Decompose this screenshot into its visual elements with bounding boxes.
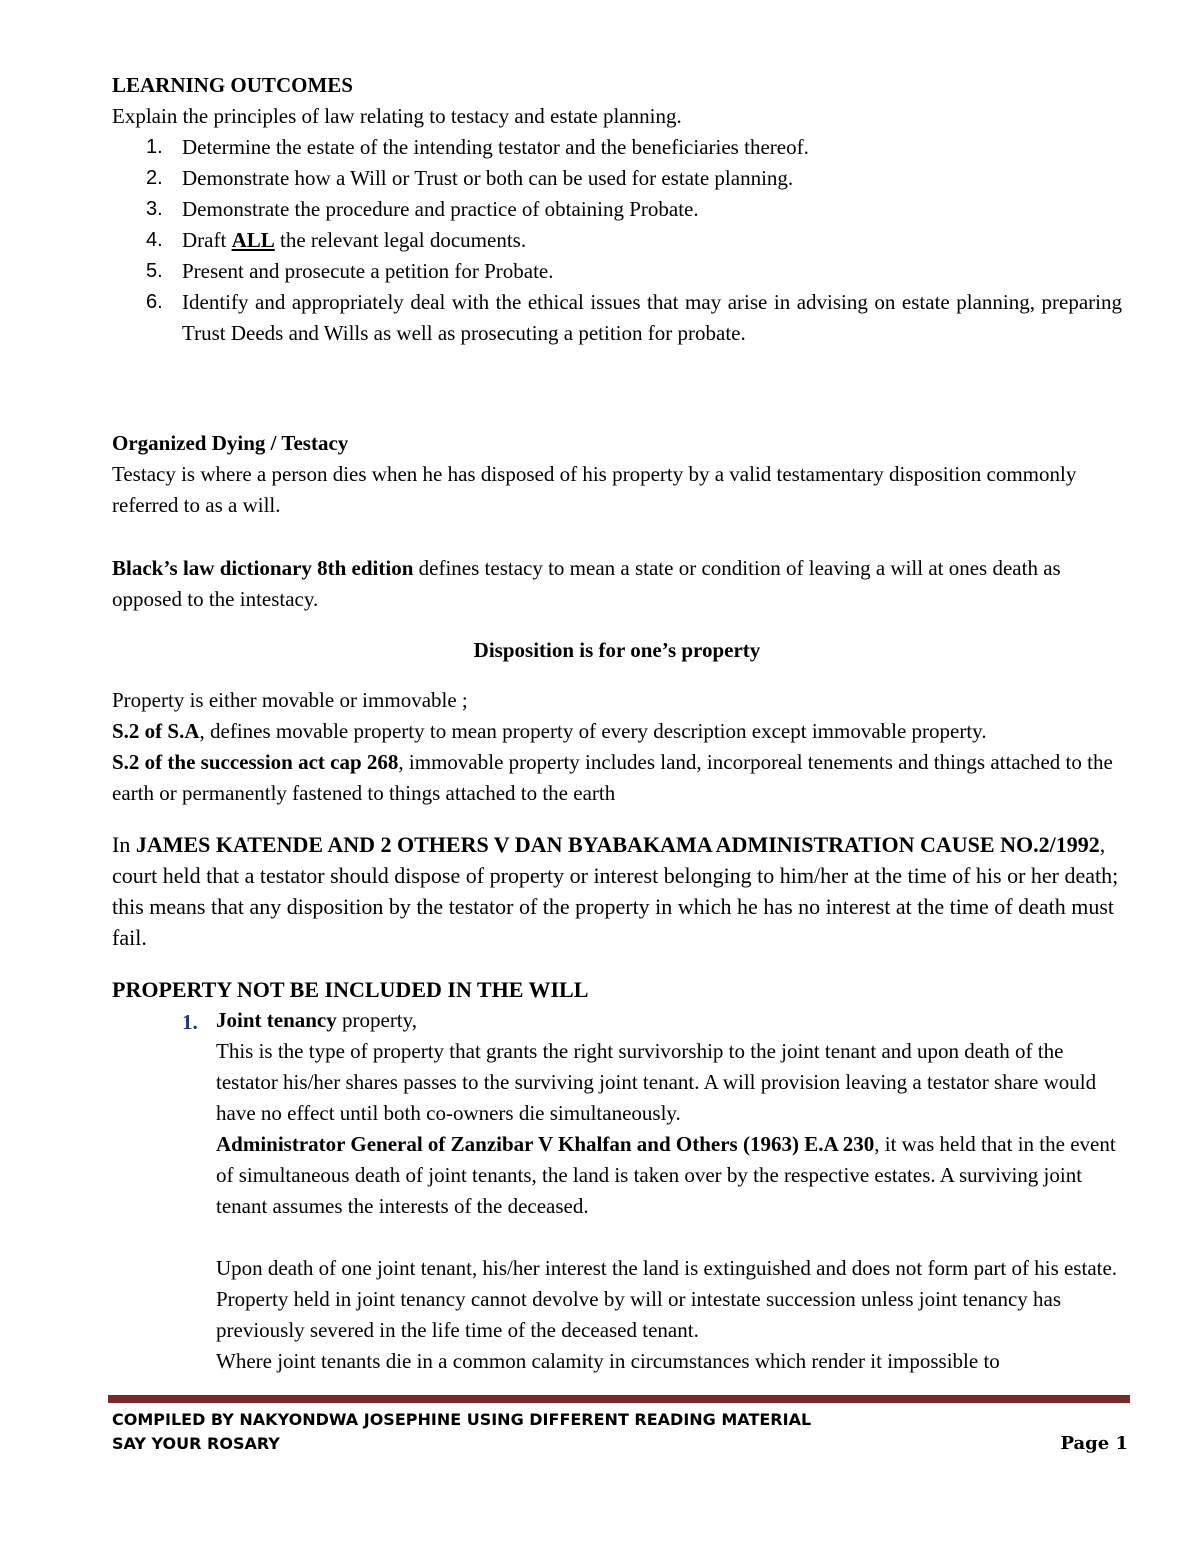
list-text: Present and prosecute a petition for Probate. xyxy=(182,259,554,283)
disposition-heading: Disposition is for one’s property xyxy=(473,638,761,662)
zanzibar-case-citation: Administrator General of Zanzibar V Khalfan and Others (1963) E.A 230 xyxy=(216,1132,875,1156)
joint-tenancy-section xyxy=(216,1005,1124,1222)
blacks-text: defines testacy to mean a state or condition of leaving a will at ones death as opposed to the intestacy. xyxy=(112,556,1061,611)
learning-outcomes-list xyxy=(112,132,1122,349)
learning-outcomes-intro: Explain the principles of law relating to testacy and estate planning. xyxy=(112,104,682,128)
case-citation: JAMES KATENDE AND 2 OTHERS V DAN BYABAKAMA ADMINISTRATION CAUSE NO.2/1992 xyxy=(135,832,1100,857)
testacy-heading: Organized Dying / Testacy xyxy=(112,431,349,455)
joint-tenancy-para2: Upon death of one joint tenant, his/her interest the land is extinguished and does not form part of his estate. Property held in joint tenancy cannot devolve by will or intestate succession unless joint tenancy has previously severed in the life time of the deceased tenant. xyxy=(216,1256,1118,1342)
list-item xyxy=(112,256,1122,287)
joint-tenancy-suffix: property, xyxy=(336,1008,418,1032)
zanzibar-case-text: , it was held that in the event of simultaneous death of joint tenants, the land is taken over by the respective estates. A surviving joint tenant assumes the interests of the deceased. xyxy=(216,1132,1116,1218)
list-text: Demonstrate how a Will or Trust or both can be used for estate planning. xyxy=(182,166,794,190)
excluded-heading: PROPERTY NOT BE INCLUDED IN THE WILL xyxy=(112,977,589,1002)
learning-outcomes-heading: LEARNING OUTCOMES xyxy=(112,73,353,97)
testacy-definition: Testacy is where a person dies when he has disposed of his property by a valid testamentary disposition commonly referred to as a will. xyxy=(112,462,1077,517)
excluded-heading-wrap xyxy=(112,974,1122,1005)
s2-text: , defines movable property to mean property of every description except immovable property. xyxy=(199,719,987,743)
list-item xyxy=(112,163,1122,194)
blacks-citation: Black’s law dictionary 8th edition xyxy=(112,556,414,580)
s2b-text: , immovable property includes land, incorporeal tenements and things attached to the earth or permanently fastened to things attached to the earth xyxy=(112,750,1113,805)
list-text-pre: Draft xyxy=(182,228,232,252)
joint-tenancy-title: Joint tenancy xyxy=(216,1008,337,1032)
page-number: Page 1 xyxy=(1060,1433,1128,1454)
excluded-item-number: 1. xyxy=(182,1010,198,1034)
case-text: , court held that a testator should dispose of property or interest belonging to him/her at the time of his or her death; this means that any disposition by the testator of the property in which he has no interest at the time of death must fail. xyxy=(112,832,1119,950)
katende-case xyxy=(112,829,1122,953)
footer-rule xyxy=(108,1395,1130,1403)
property-section xyxy=(112,685,1122,809)
joint-tenancy-more xyxy=(216,1253,1124,1377)
blacks-definition xyxy=(112,553,1122,615)
property-intro: Property is either movable or immovable ; xyxy=(112,688,468,712)
list-number: 5. xyxy=(146,260,163,282)
list-item xyxy=(112,132,1122,163)
s2-citation: S.2 of S.A xyxy=(112,719,200,743)
list-item xyxy=(112,225,1122,256)
list-number: 4. xyxy=(146,229,163,251)
joint-tenancy-para1: This is the type of property that grants the right survivorship to the joint tenant and upon death of the testator his/her shares passes to the surviving joint tenant. A will provision leaving a testator share would have no effect until both co-owners die simultaneously. xyxy=(216,1039,1097,1125)
footer-line2: SAY YOUR ROSARY xyxy=(112,1434,280,1453)
testacy-section xyxy=(112,428,1122,521)
list-number: 6. xyxy=(146,291,163,313)
s2b-citation: S.2 of the succession act cap 268 xyxy=(112,750,399,774)
page-footer xyxy=(112,1408,1128,1456)
list-text: Identify and appropriately deal with the ethical issues that may arise in advising on estate planning, preparing Trust Deeds and Wills as well as prosecuting a petition for probate. xyxy=(182,290,1122,345)
list-number: 1. xyxy=(146,136,163,158)
joint-tenancy-para3: Where joint tenants die in a common calamity in circumstances which render it impossible to xyxy=(216,1349,1000,1373)
list-text: Demonstrate the procedure and practice of obtaining Probate. xyxy=(182,197,699,221)
list-text-post: the relevant legal documents. xyxy=(274,228,527,252)
case-prefix: In xyxy=(112,832,136,857)
learning-outcomes-section xyxy=(112,70,1122,349)
list-text: Determine the estate of the intending testator and the beneficiaries thereof. xyxy=(182,135,809,159)
list-item xyxy=(112,287,1122,349)
list-number: 2. xyxy=(146,167,163,189)
list-number: 3. xyxy=(146,198,163,220)
list-text-emphasis: ALL xyxy=(231,228,275,252)
disposition-heading-wrap xyxy=(112,635,1122,666)
list-item xyxy=(112,194,1122,225)
footer-line1: COMPILED BY NAKYONDWA JOSEPHINE USING DIFFERENT READING MATERIAL xyxy=(112,1410,812,1429)
